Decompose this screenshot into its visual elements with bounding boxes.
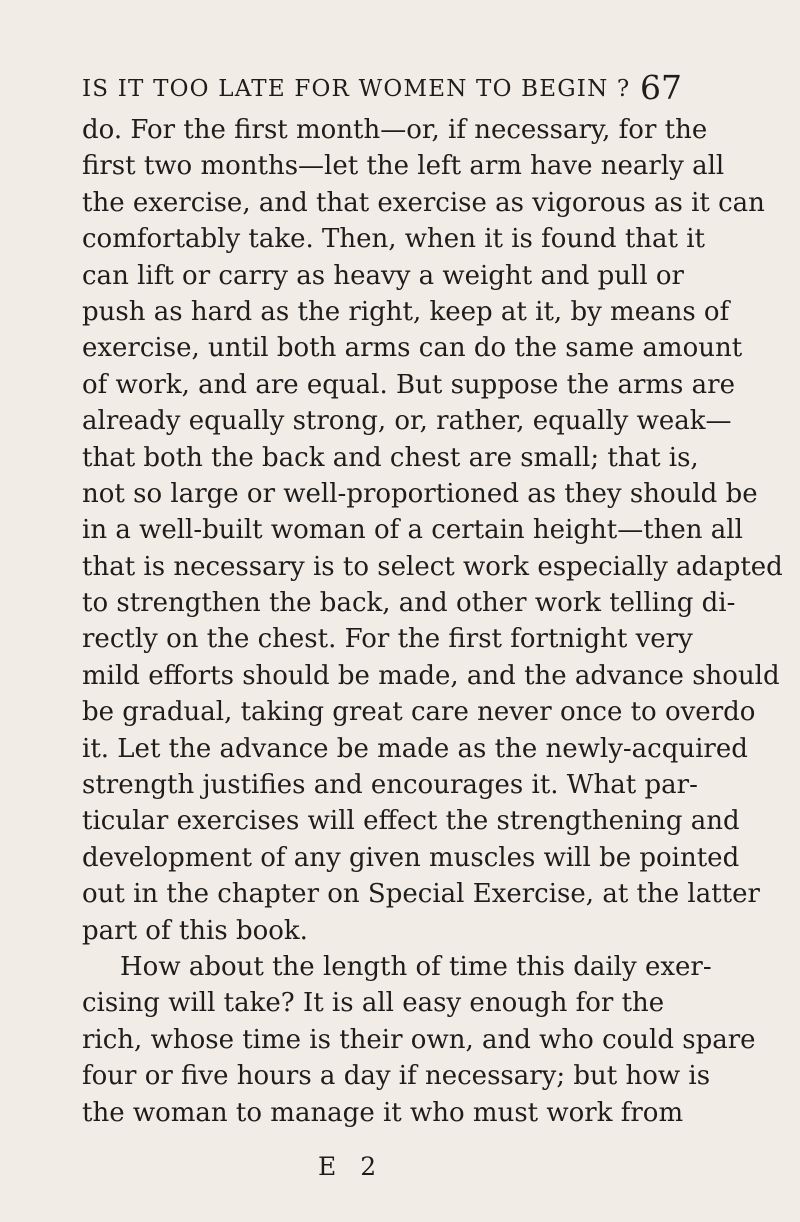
text-line: in a well-built woman of a certain height—then all — [82, 515, 743, 546]
paragraph — [82, 949, 756, 1131]
paragraph — [82, 112, 783, 949]
text-line: it. Let the advance be made as the newly-acquired — [82, 733, 748, 764]
text-line: ticular exercises will effect the strengthening and — [82, 806, 740, 837]
text-line: can lift or carry as heavy a weight and pull or — [82, 260, 684, 291]
body-text — [82, 112, 783, 1131]
text-line: the exercise, and that exercise as vigorous as it can — [82, 187, 765, 218]
text-line: comfortably take. Then, when it is found that it — [82, 224, 705, 255]
text-line: that is necessary is to select work especially adapted — [82, 551, 783, 582]
running-head — [82, 68, 682, 112]
text-line: be gradual, taking great care never once to overdo — [82, 697, 756, 728]
text-line: part of this book. — [82, 915, 308, 946]
running-title: IS IT TOO LATE FOR WOMEN TO BEGIN ? — [82, 76, 631, 102]
text-line: strength justifies and encourages it. What par- — [82, 770, 698, 801]
text-line: to strengthen the back, and other work telling di- — [82, 588, 736, 619]
signature-mark — [0, 1152, 800, 1188]
text-line: not so large or well-proportioned as they should be — [82, 478, 758, 509]
text-line: of work, and are equal. But suppose the arms are — [82, 369, 735, 400]
text-line: rectly on the chest. For the first fortnight very — [82, 624, 693, 655]
text-line: cising will take? It is all easy enough for the — [82, 988, 665, 1019]
page-number: 67 — [640, 68, 682, 107]
text-line: that both the back and chest are small; that is, — [82, 442, 699, 473]
text-line: mild efforts should be made, and the advance should — [82, 660, 780, 691]
text-line: push as hard as the right, keep at it, by means of — [82, 296, 730, 327]
signature-mark-text: E 2 — [318, 1152, 385, 1181]
text-line: first two months—let the left arm have nearly all — [82, 151, 725, 182]
text-line: rich, whose time is their own, and who could spare — [82, 1024, 756, 1055]
text-line: exercise, until both arms can do the same amount — [82, 333, 743, 364]
text-line: development of any given muscles will be pointed — [82, 842, 740, 873]
text-line: out in the chapter on Special Exercise, at the latter — [82, 879, 760, 910]
text-line: the woman to manage it who must work from — [82, 1097, 684, 1128]
text-line: already equally strong, or, rather, equally weak— — [82, 406, 732, 437]
text-line: How about the length of time this daily exer- — [120, 951, 712, 982]
text-line: four or five hours a day if necessary; but how is — [82, 1061, 711, 1092]
text-line: do. For the first month—or, if necessary, for the — [82, 115, 708, 145]
